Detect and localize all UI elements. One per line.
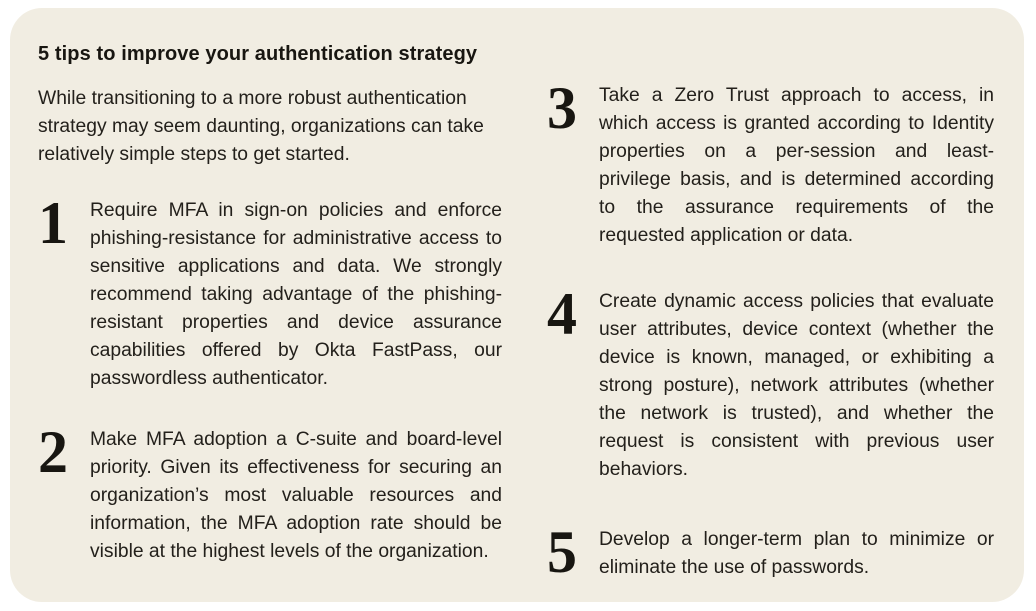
intro-paragraph: While transitioning to a more robust authentication strategy may seem daunting, organizations can take relatively simple steps to get started.: [38, 88, 484, 165]
tips-card: [10, 8, 1024, 602]
tip-number-5: 5: [547, 519, 576, 585]
tip-item-2: [38, 419, 502, 566]
tip-text-5: Develop a longer-term plan to minimize or eliminate the use of passwords.: [599, 529, 994, 578]
right-column: [547, 8, 994, 585]
tip-item-1: [38, 190, 502, 393]
tip-number-4: 4: [547, 281, 576, 347]
card-title: 5 tips to improve your authentication strategy: [38, 43, 478, 65]
tip-text-2: Make MFA adoption a C-suite and board-level priority. Given its effectiveness for securing an organization’s most valuable resources and information, the MFA adoption rate should be visible at the highest levels of the organization.: [90, 429, 502, 562]
tip-number-1: 1: [38, 190, 67, 256]
tip-text-4: Create dynamic access policies that evaluate user attributes, device context (whether the device is known, managed, or exhibiting a strong posture), network attributes (whether the network is trusted), and whether the request is consistent with previous user behaviors.: [599, 291, 994, 480]
tip-number-2: 2: [38, 419, 67, 485]
tip-text-1: Require MFA in sign-on policies and enforce phishing-resistance for administrative access to sensitive applications and data. We strongly recommend taking advantage of the phishing-resistant properties and device assurance capabilities offered by Okta FastPass, our passwordless authenticator.: [90, 200, 502, 389]
tip-item-5: [547, 519, 994, 585]
tip-item-3: [547, 75, 994, 250]
left-column: [38, 8, 502, 566]
tip-text-3: Take a Zero Trust approach to access, in which access is granted according to Identity properties on a per-session and least-privilege basis, and is determined according to the assurance requirements of the requested application or data.: [599, 85, 994, 246]
tip-number-3: 3: [547, 75, 576, 141]
tip-item-4: [547, 281, 994, 484]
